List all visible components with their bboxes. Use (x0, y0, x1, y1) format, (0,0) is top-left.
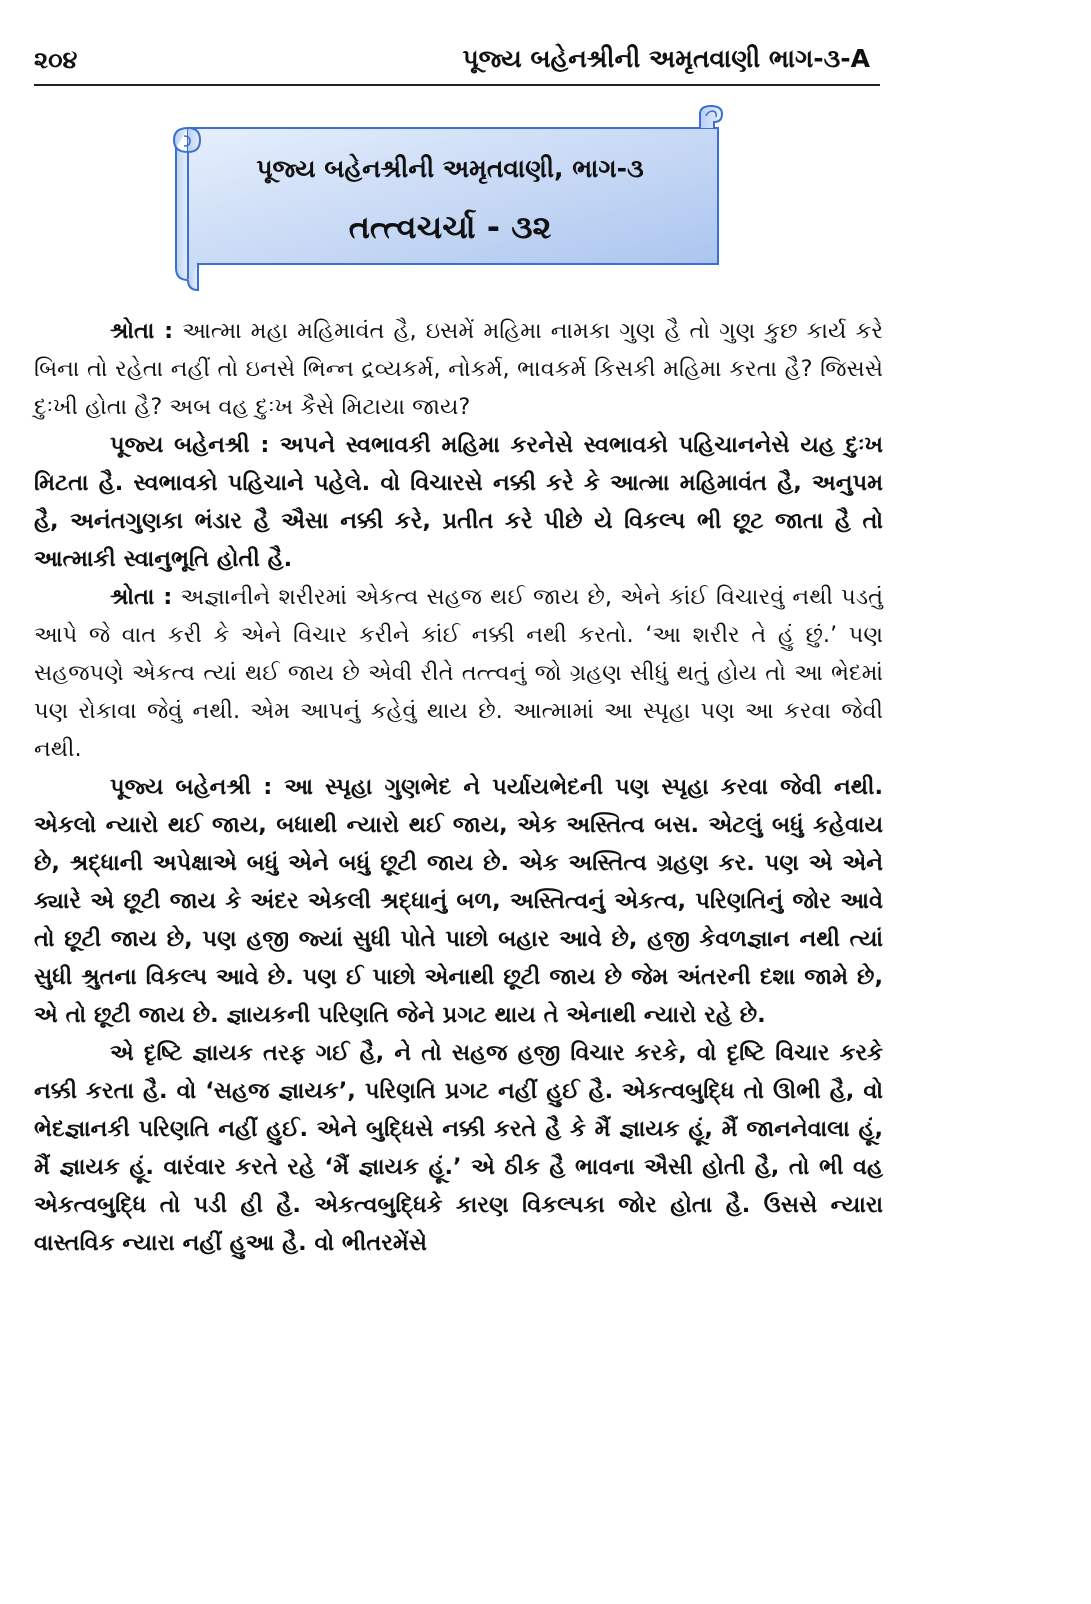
paragraph-text: એ દૃષ્ટિ જ્ઞાયક તરફ ગઈ હૈ, ને તો સહજ હજી વિચાર કરકે, વો દૃષ્ટિ વિચાર કરકે નક્કી કરતા હૈ. વો ‘સહજ જ્ઞાયક’, પરિણતિ પ્રગટ નહીં હુઈ હૈ. એકત્વબુદ્ધિ તો ઊભી હૈ, વો ભેદજ્ઞાનકી પરિણતિ નહીં હુઈ. એને બુદ્ધિસે નક્કી કરતે હૈ કે મૈં જ્ઞાયક હૂં, મૈં જાનનેવાલા હૂં, મૈં જ્ઞાયક હૂં. વારંવાર કરતે રહે ‘મૈં જ્ઞાયક હૂં.’ એ ઠીક હૈ ભાવના ઐસી હોતી હૈ, તો ભી વહ એકત્વબુદ્ધિ તો પડી હી હૈ. એકત્વબુદ્ધિકે કારણ વિકલ્પકા જોર હોતા હૈ. ઉસસે ન્યારા વાસ્તવિક ન્યારા નહીં હુઆ હૈ. વો ભીતરમેંસે (34, 1040, 883, 1256)
page-header (34, 40, 880, 86)
paragraph-text: અજ્ઞાનીને શરીરમાં એકત્વ સહજ થઈ જાય છે, એને કાંઈ વિચારવું નથી પડતું આપે જે વાત કરી કે એને વિચાર કરીને કાંઈ નક્કી નથી કરતો. ‘આ શરીર તે હું છું.’ પણ સહજપણે એકત્વ ત્યાં થઈ જાય છે એવી રીતે તત્ત્વનું જો ગ્રહણ સીધું થતું હોય તો આ ભેદમાં પણ રોકાવા જેવું નથી. એમ આપનું કહેવું થાય છે. આત્મામાં આ સ્પૃહા પણ આ કરવા જેવી નથી. (34, 584, 883, 762)
speaker-label: પૂજ્ય બહેનશ્રી : (110, 774, 273, 800)
paragraph (34, 426, 883, 578)
banner-title: તત્ત્વચર્ચા - ૩૨ (348, 208, 552, 246)
paragraph (34, 1034, 883, 1262)
speaker-label: શ્રોતા : (110, 318, 174, 344)
speaker-label: પૂજ્ય બહેનશ્રી : (110, 432, 270, 458)
paragraph (34, 768, 883, 1034)
paragraph-text: અપને સ્વભાવકી મહિમા કરનેસે સ્વભાવકો પહિચાનનેસે યહ દુઃખ મિટતા હૈ. સ્વભાવકો પહિચાને પહેલે. વો વિચારસે નક્કી કરે કે આત્મા મહિમાવંત હૈ, અનુપમ હૈ, અનંતગુણકા ભંડાર હૈ ઐસા નક્કી કરે, પ્રતીત કરે પીછે યે વિકલ્પ ભી છૂટ જાતા હૈ તો આત્માકી સ્વાનુભૂતિ હોતી હૈ. (34, 432, 883, 572)
page-number: ૨૦૪ (34, 46, 78, 74)
banner-subtitle: પૂજ્ય બહેનશ્રીની અમૃતવાણી, ભાગ-૩ (256, 154, 644, 183)
scroll-banner-graphic (170, 104, 730, 294)
paragraph (34, 312, 883, 426)
running-title: પૂજ્ય બહેનશ્રીની અમૃતવાણી ભાગ-૩-A (462, 44, 870, 73)
paragraph-text: આ સ્પૃહા ગુણભેદ ને પર્યાયભેદની પણ સ્પૃહા કરવા જેવી નથી. એકલો ન્યારો થઈ જાય, બધાથી ન્યારો થઈ જાય, એક અસ્તિત્વ બસ. એટલું બધું કહેવાય છે, શ્રદ્ધાની અપેક્ષાએ બધું એને બધું છૂટી જાય છે. એક અસ્તિત્વ ગ્રહણ કર. પણ એ એને ક્યારે એ છૂટી જાય કે અંદર એકલી શ્રદ્ધાનું બળ, અસ્તિત્વનું એકત્વ, પરિણતિનું જોર આવે તો છૂટી જાય છે, પણ હજી જ્યાં સુધી પોતે પાછો બહાર આવે છે, હજી કેવળજ્ઞાન નથી ત્યાં સુધી શ્રુતના વિકલ્પ આવે છે. પણ ઈ પાછો એનાથી છૂટી જાય છે જેમ અંતરની દશા જામે છે, એ તો છૂટી જાય છે. જ્ઞાયકની પરિણતિ જેને પ્રગટ થાય તે એનાથી ન્યારો રહે છે. (34, 774, 883, 1028)
body-text (34, 312, 883, 1262)
scroll-banner (170, 104, 730, 294)
paragraph-text: આત્મા મહા મહિમાવંત હૈ, ઇસમેં મહિમા નામકા ગુણ હૈ તો ગુણ કુછ કાર્ય કરે બિના તો રહેતા નહીં તો ઇનસે ભિન્ન દ્રવ્યકર્મ, નોકર્મ, ભાવકર્મ કિસકી મહિમા કરતા હૈ? જિસસે દુઃખી હોતા હૈ? અબ વહ દુઃખ કૈસે મિટાયા જાય? (34, 318, 883, 420)
paragraph (34, 578, 883, 768)
speaker-label: શ્રોતા : (110, 584, 173, 610)
